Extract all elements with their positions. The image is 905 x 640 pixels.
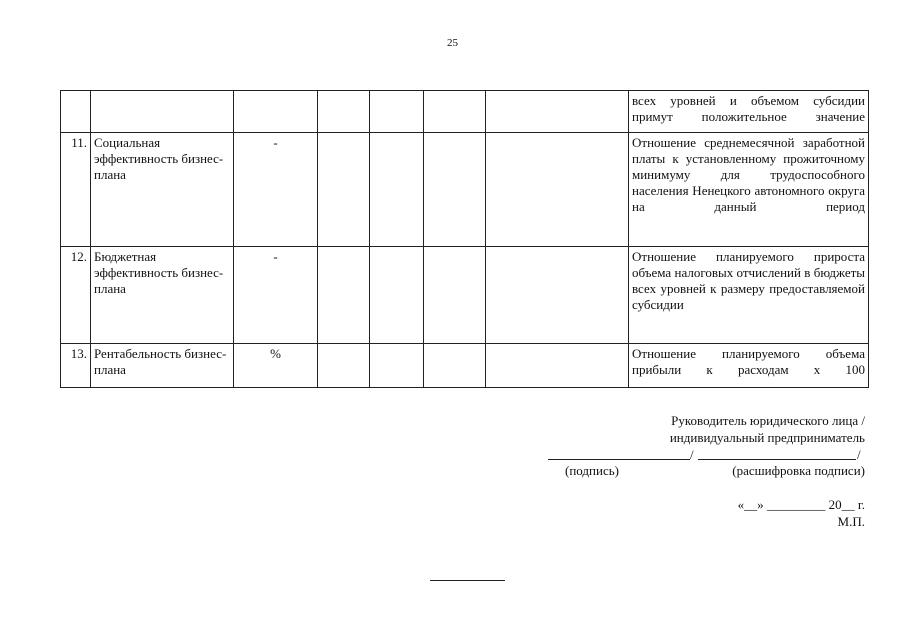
slash-separator: /: [857, 447, 861, 462]
row-number: 11.: [61, 133, 91, 247]
empty-cell: [318, 247, 370, 344]
footer-rule: [430, 580, 505, 581]
signatory-title-line2: индивидуальный предприниматель: [669, 430, 865, 445]
empty-cell: [370, 133, 424, 247]
empty-cell: [424, 247, 486, 344]
signature-line: [540, 446, 865, 462]
empty-cell: [424, 344, 486, 388]
row-number: 12.: [61, 247, 91, 344]
table-row: [61, 133, 869, 247]
indicator-description: Отношение планируемого прироста объема налоговых отчислений в бюджеты всех уровней к размеру предоставляемой субсидии: [629, 247, 869, 344]
unit-cell: [234, 91, 318, 133]
table-row: [61, 247, 869, 344]
indicator-name: Бюджетная эффективность бизнес-плана: [91, 247, 234, 344]
indicator-description: Отношение планируемого объема прибыли к расходам х 100: [629, 344, 869, 388]
name-field-line: [698, 459, 856, 460]
signatory-title-line1: Руководитель юридического лица /: [671, 413, 865, 428]
slash-separator: /: [690, 447, 694, 462]
indicator-name: Социальная эффективность бизнес-плана: [91, 133, 234, 247]
table-row: [61, 91, 869, 133]
empty-cell: [318, 344, 370, 388]
empty-cell: [424, 91, 486, 133]
indicator-name: Рентабельность бизнес-плана: [91, 344, 234, 388]
unit-cell: -: [234, 133, 318, 247]
empty-cell: [424, 133, 486, 247]
unit-cell: %: [234, 344, 318, 388]
stamp-place: М.П.: [837, 514, 865, 529]
empty-cell: [318, 133, 370, 247]
empty-cell: [486, 91, 629, 133]
empty-cell: [486, 133, 629, 247]
signature-captions: [540, 462, 865, 480]
table-row: [61, 344, 869, 388]
empty-cell: [370, 247, 424, 344]
name-decode-caption: (расшифровка подписи): [732, 463, 865, 478]
empty-cell: [486, 344, 629, 388]
date-line: «__» _________ 20__ г.: [737, 497, 865, 512]
signature-field-line: [548, 459, 690, 460]
page-number: 25: [447, 37, 458, 49]
signature-block: [540, 412, 865, 530]
empty-cell: [370, 344, 424, 388]
empty-cell: [370, 91, 424, 133]
row-number: [61, 91, 91, 133]
empty-cell: [318, 91, 370, 133]
indicator-description: всех уровней и объемом субсидии примут положительное значение: [629, 91, 869, 133]
empty-cell: [486, 247, 629, 344]
indicators-table: [60, 90, 869, 388]
signature-caption: (подпись): [565, 463, 619, 478]
indicator-description: Отношение среднемесячной заработной платы к установленному прожиточному минимуму для трудоспособного населения Ненецкого автономного округа на данный период: [629, 133, 869, 247]
row-number: 13.: [61, 344, 91, 388]
unit-cell: -: [234, 247, 318, 344]
indicator-name: [91, 91, 234, 133]
